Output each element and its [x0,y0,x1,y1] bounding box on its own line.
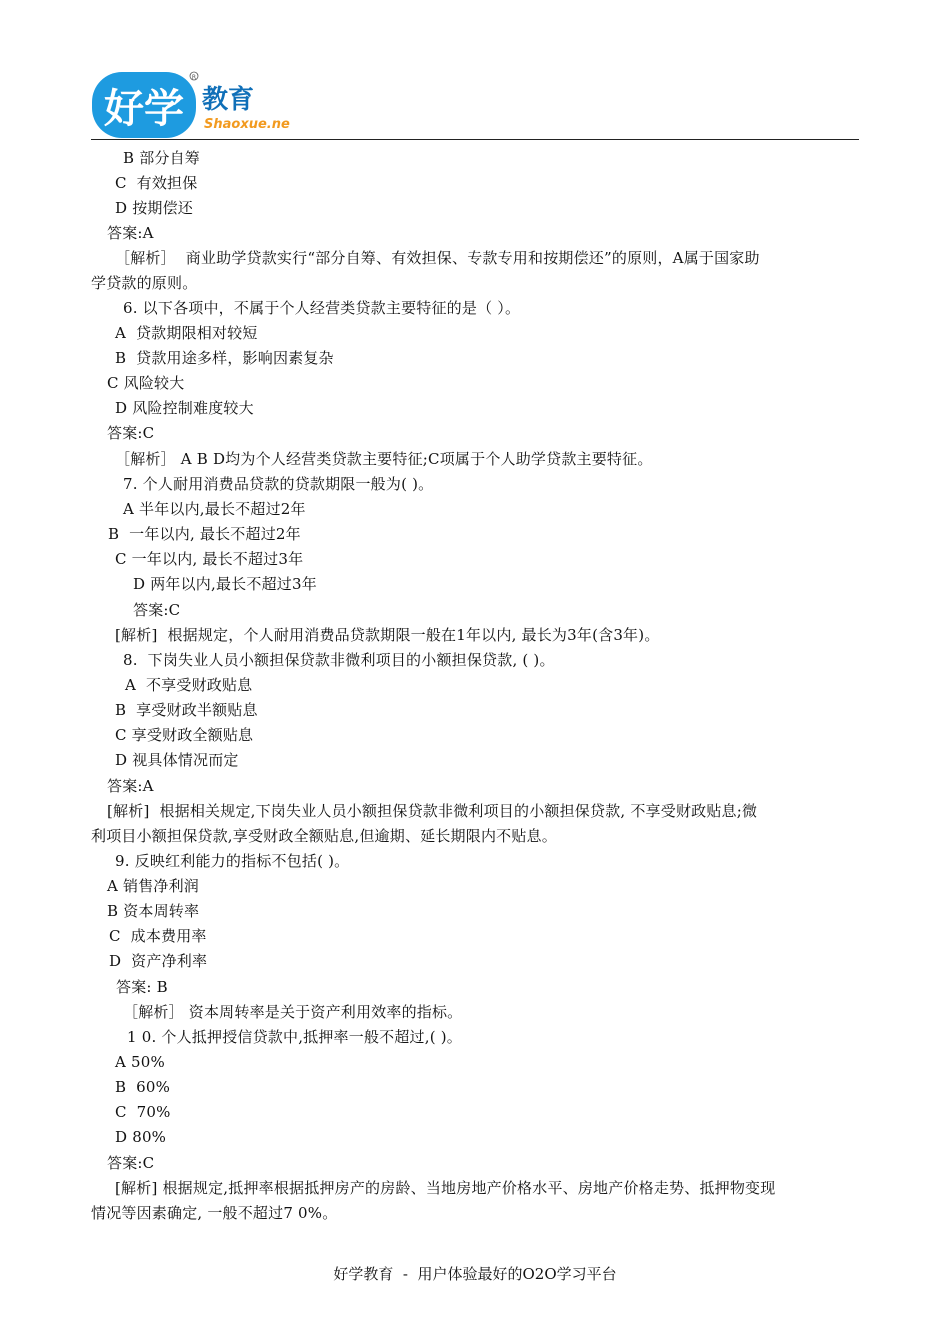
explanation-cont: 利项目小额担保贷款,享受财政全额贴息,但逾期、延长期限内不贴息。 [91,827,557,845]
logo-text-haoxue: 好学 [104,86,184,132]
option-d: D 资产净利率 [109,952,208,970]
answer: 答案:A [107,224,154,242]
option-c: C 享受财政全额贴息 [115,726,254,744]
option-c: C 有效担保 [115,174,198,192]
logo-text-jiaoyu: 教育 [202,85,255,115]
brand-logo [90,66,290,142]
explanation: [解析] 根据规定，个人耐用消费品贷款期限一般在1年以内, 最长为3年(含3年)。 [115,626,660,644]
option-c: C 成本费用率 [109,927,207,945]
explanation: [解析] 根据相关规定,下岗失业人员小额担保贷款非微利项目的小额担保贷款, 不享受财政贴息;微 [107,802,758,820]
question-8: 8. 下岗失业人员小额担保贷款非微利项目的小额担保贷款, ( )。 [123,651,555,669]
option-a: A 贷款期限相对较短 [115,324,258,342]
option-d: D 视具体情况而定 [115,751,239,769]
option-d: D 两年以内,最长不超过3年 [133,575,317,593]
answer: 答案:C [107,424,155,442]
question-9: 9. 反映红利能力的指标不包括( )。 [115,852,350,870]
option-a: A 不享受财政贴息 [125,676,253,694]
explanation: ［解析］ 资本周转率是关于资产利用效率的指标。 [123,1003,463,1021]
option-d: D 按期偿还 [115,199,193,217]
option-d: D 风险控制难度较大 [115,399,254,417]
explanation: ［解析］ A B D均为个人经营类贷款主要特征;C项属于个人助学贷款主要特征。 [115,450,653,468]
question-10: 1 0. 个人抵押授信贷款中,抵押率一般不超过,( )。 [127,1028,463,1046]
explanation: [解析] 根据规定,抵押率根据抵押房产的房龄、当地房地产价格水平、房地产价格走势、抵押物变现 [115,1179,776,1197]
brand-logo-graphic [90,66,290,142]
option-b: B 60% [115,1078,171,1096]
option-d: D 80% [115,1128,167,1146]
answer: 答案:A [107,777,154,795]
explanation-cont: 情况等因素确定, 一般不超过7 0%。 [91,1204,338,1222]
explanation-cont: 学贷款的原则。 [91,274,198,292]
answer: 答案:C [133,601,181,619]
option-a: A 50% [115,1053,165,1071]
question-7: 7. 个人耐用消费品贷款的贷款期限一般为( )。 [123,475,434,493]
option-c: C 70% [115,1103,171,1121]
svg-text:R: R [191,74,197,81]
option-b: B 部分自筹 [123,149,200,167]
option-a: A 半年以内,最长不超过2年 [123,500,306,518]
option-b: B 资本周转率 [107,902,200,920]
option-b: B 享受财政半额贴息 [115,701,258,719]
option-c: C 风险较大 [107,374,185,392]
logo-text-url: Shaoxue.net [204,117,290,132]
page-footer: 好学教育 - 用户体验最好的O2O学习平台 [333,1265,617,1283]
option-b: B 贷款用途多样，影响因素复杂 [115,349,334,367]
option-b: B 一年以内, 最长不超过2年 [108,525,301,543]
explanation: ［解析］ 商业助学贷款实行“部分自筹、有效担保、专款专用和按期偿还”的原则，A属于国家助 [115,249,760,267]
answer: 答案: B [116,978,168,996]
option-a: A 销售净利润 [107,877,200,895]
header-divider [91,139,859,140]
question-6: 6. 以下各项中，不属于个人经营类贷款主要特征的是（ ）。 [123,299,521,317]
option-c: C 一年以内, 最长不超过3年 [115,550,304,568]
answer: 答案:C [107,1154,155,1172]
